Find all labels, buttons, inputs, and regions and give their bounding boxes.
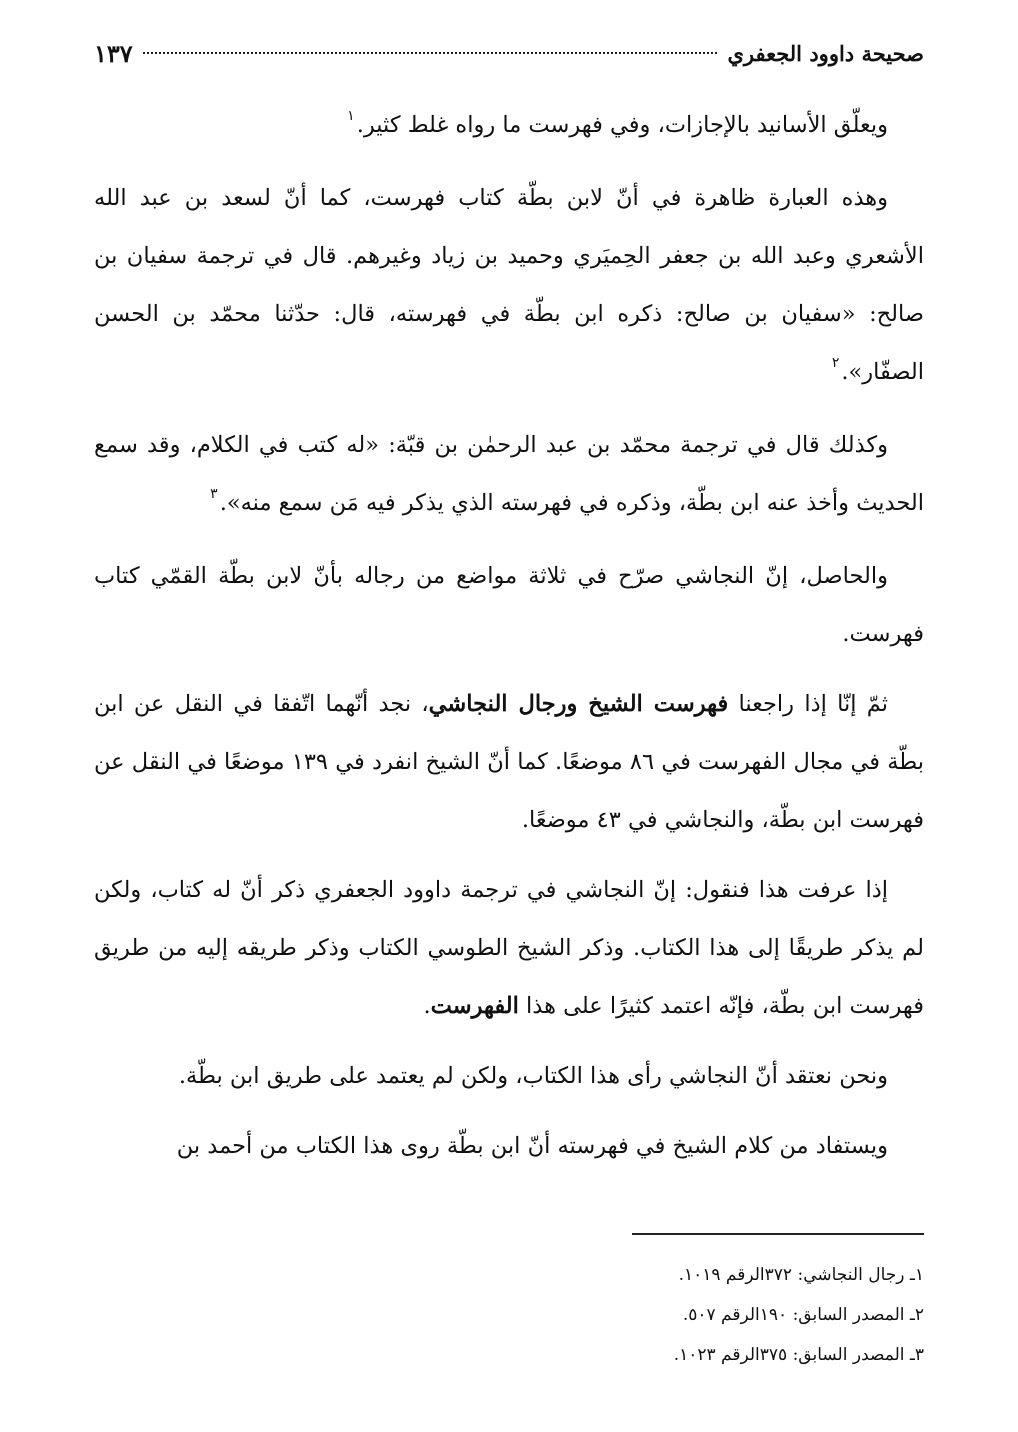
paragraph-text-start: إذا عرفت هذا فنقول: إنّ النجاشي في ترجمة داوود الجعفري ذكر أنّ له كتاب، ولكن لم يذكر طريقًا إلى هذا الكتاب. وذكر الشيخ الطوسي الكتاب وذكر طريقه إليه من طريق فهرست ابن بطّة، فإنّه اعتمد كثيرًا على هذا: [94, 877, 924, 1019]
paragraph-text: وكذلك قال في ترجمة محمّد بن عبد الرحمٰن بن قبّة: «له كتب في الكلام، وقد سمع الحديث وأخذ عنه ابن بطّة، وذكره في فهرسته الذي يذكر فيه مَن سمع منه».: [94, 432, 924, 516]
paragraph-text-end: .: [423, 993, 431, 1019]
footnote-3: ٣ـ المصدر السابق: ٣٧٥الرقم ١٠٢٣.: [673, 1345, 924, 1365]
footnote-separator: [632, 1233, 924, 1235]
paragraph-6: [94, 861, 924, 1035]
book-page: [94, 30, 924, 1410]
bold-phrase: الفهرست: [430, 993, 519, 1019]
paragraph-1: [94, 96, 924, 157]
paragraph-8: [94, 1117, 924, 1175]
bold-phrase: فهرست الشيخ ورجال النجاشي: [428, 691, 729, 717]
paragraph-7: [94, 1047, 924, 1105]
footnote-1: ١ـ رجال النجاشي: ٣٧٢الرقم ١٠١٩.: [678, 1265, 924, 1285]
footnote-2: ٢ـ المصدر السابق: ١٩٠الرقم ٥٠٧.: [682, 1305, 924, 1325]
paragraph-3: [94, 416, 924, 535]
paragraph-text: ويستفاد من كلام الشيخ في فهرسته أنّ ابن بطّة روى هذا الكتاب من أحمد بن: [176, 1133, 888, 1159]
footnotes: [94, 1255, 924, 1375]
paragraph-text-end: ، نجد أنّهما اتّفقا في النقل عن ابن بطّة في مجال الفهرست في ٨٦ موضعًا. كما أنّ الشيخ انفرد في ١٣٩ موضعًا في النقل عن فهرست ابن بطّة، والنجاشي في ٤٣ موضعًا.: [94, 691, 925, 833]
main-text: [94, 96, 924, 1175]
paragraph-text: والحاصل، إنّ النجاشي صرّح في ثلاثة مواضع من رجاله بأنّ لابن بطّة القمّي كتاب فهرست.: [94, 563, 924, 647]
footnote-reference: ٣: [210, 486, 218, 502]
footnote-reference: ٢: [831, 355, 840, 371]
footnote-reference: ١: [347, 108, 355, 124]
running-title: صحيحة داوود الجعفري: [727, 40, 924, 66]
header-dot-leader: [143, 52, 718, 54]
page-number: ١٣٧: [94, 38, 133, 68]
paragraph-4: [94, 547, 924, 663]
running-header: [94, 30, 924, 76]
paragraph-text-start: ثمّ إنّا إذا راجعنا: [728, 691, 888, 717]
paragraph-5: [94, 675, 924, 849]
paragraph-text: ونحن نعتقد أنّ النجاشي رأى هذا الكتاب، ولكن لم يعتمد على طريق ابن بطّة.: [178, 1063, 888, 1089]
paragraph-text: ويعلّق الأسانيد بالإجازات، وفي فهرست ما رواه غلط كثير.: [356, 112, 888, 138]
paragraph-2: [94, 169, 924, 404]
paragraph-text: وهذه العبارة ظاهرة في أنّ لابن بطّة كتاب فهرست، كما أنّ لسعد بن عبد الله الأشعري وعبد الله بن جعفر الحِميَري وحميد بن زياد وغيرهم. قال في ترجمة سفيان بن صالح: «سفيان بن صالح: ذكره ابن بطّة في فهرسته، قال: حدّثنا محمّد بن الحسن الصفّار».: [94, 185, 924, 385]
